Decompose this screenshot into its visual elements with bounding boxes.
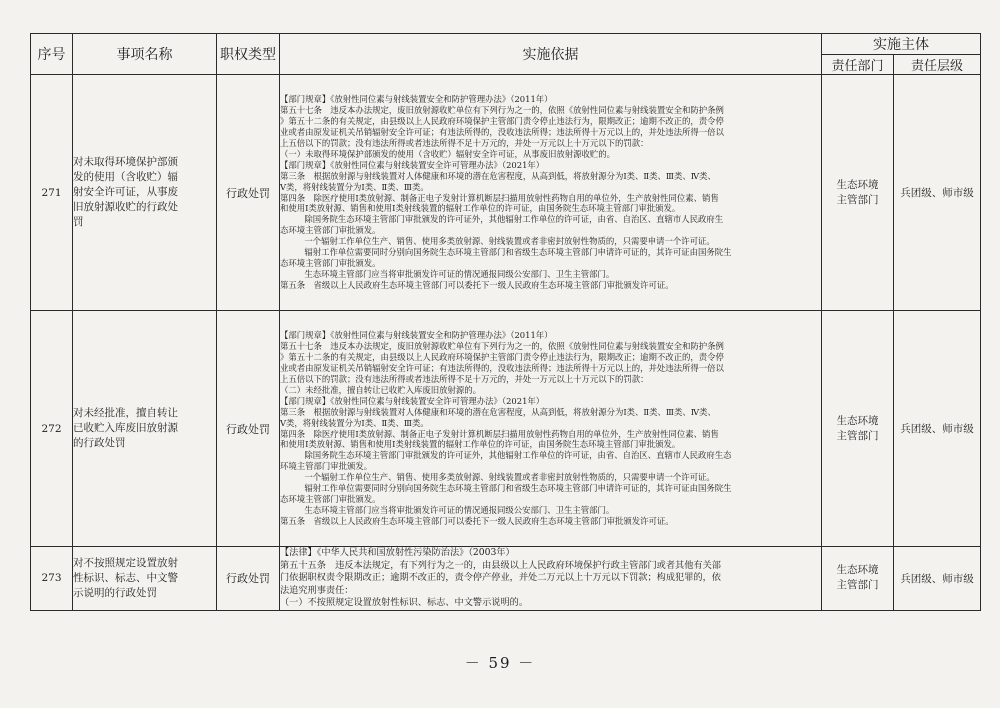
basis-line: 第三条 根据放射源与射线装置对人体健康和环境的潜在危害程度，从高到低，将放射源分为Ⅰ类、Ⅱ类、Ⅲ类、Ⅳ类、	[280, 406, 716, 417]
item-name-line: 对不按照规定设置放射	[73, 556, 178, 569]
item-name-line: 发的使用（含收贮）辐	[73, 171, 178, 183]
basis-line: 和使用Ⅰ类放射源、销售和使用Ⅰ类射线装置的辐射工作单位的许可证，由国务院生态环境主管部门审批颁发。	[280, 203, 681, 214]
basis-line: 辐射工作单位需要同时分别向国务院生态环境主管部门和省级生态环境主管部门申请许可证的，其许可证由国务院生	[296, 247, 732, 258]
item-name-line: 旧放射源收贮的行政处	[73, 201, 178, 213]
basis-line: 第四条 除医疗使用Ⅰ类放射源、制备正电子发射计算机断层扫描用放射性药物自用的单位外，生产放射性同位素、销售	[280, 428, 719, 439]
responsible-level: 兵团级、师市级	[894, 311, 981, 547]
item-name	[73, 75, 217, 311]
header-basis: 实施依据	[280, 34, 822, 75]
row-number: 272	[31, 311, 73, 547]
basis-line: 业或者由原发证机关吊销辐射安全许可证；有违法所得的，没收违法所得；违法所得十万元以上的，并处违法所得一倍以	[280, 127, 724, 138]
dept-line: 生态环境	[836, 414, 879, 427]
basis-line: 环境主管部门审批颁发。	[280, 461, 373, 472]
responsible-dept	[822, 75, 894, 311]
basis-line: 【部门规章】《放射性同位素与射线装置安全和防护管理办法》（2011年）	[280, 94, 553, 105]
item-name-line: 对未取得环境保护部颁	[73, 156, 178, 168]
basis-line: 业或者由原发证机关吊销辐射安全许可证；有违法所得的，没收违法所得；违法所得十万元以上的，并处违法所得一倍以	[280, 363, 724, 374]
item-name-line: 性标识、标志、中文警	[73, 571, 178, 584]
responsible-level: 兵团级、师市级	[894, 547, 981, 611]
item-name	[73, 547, 217, 611]
basis-line: 》第五十二条的有关规定，由县级以上人民政府环境保护主管部门责令停止违法行为，限期改正；逾期不改正的，责令停	[280, 352, 724, 363]
document-sheet	[30, 33, 980, 608]
header-seq: 序号	[31, 34, 73, 75]
basis-line: 生态环境主管部门应当将审批颁发许可证的情况通报同级公安部门、卫生主管部门。	[296, 504, 615, 515]
basis-line: 除国务院生态环境主管部门审批颁发的许可证外，其他辐射工作单位的许可证，由省、自治区、直辖市人民政府生	[296, 214, 724, 225]
item-name-line: 罚	[73, 216, 84, 228]
page-number: － 59 －	[464, 654, 536, 672]
basis-line: 第五十七条 违反本办法规定，废旧放射源收贮单位有下列行为之一的，依照《放射性同位素与射线装置安全和防护条例	[280, 105, 724, 116]
basis-line: 【部门规章】《放射性同位素与射线装置安全和防护管理办法》（2011年）	[280, 330, 553, 341]
power-list-table	[30, 33, 981, 611]
responsible-dept	[822, 547, 894, 611]
header-level: 责任层级	[894, 55, 981, 75]
basis-line: 态环境主管部门审批颁发。	[280, 225, 381, 236]
power-type: 行政处罚	[217, 547, 280, 611]
power-type: 行政处罚	[217, 75, 280, 311]
basis-line: 》第五十二条的有关规定，由县级以上人民政府环境保护主管部门责令停止违法行为，限期改正；逾期不改正的，责令停	[280, 116, 724, 127]
dept-line: 主管部门	[836, 193, 879, 206]
item-name	[73, 311, 217, 547]
row-number: 273	[31, 547, 73, 611]
basis-line: 生态环境主管部门应当将审批颁发许可证的情况通报同级公安部门、卫生主管部门。	[296, 268, 615, 279]
basis-line: 辐射工作单位需要同时分别向国务院生态环境主管部门和省级生态环境主管部门申请许可证的，其许可证由国务院生	[296, 483, 732, 494]
basis-line: （一）不按照规定设置放射性标识、标志、中文警示说明的。	[280, 597, 529, 608]
basis-line: 【法律】《中华人民共和国放射性污染防治法》（2003年）	[280, 547, 515, 558]
responsible-dept	[822, 311, 894, 547]
basis-line: 第五条 省级以上人民政府生态环境主管部门可以委托下一级人民政府生态环境主管部门审批颁发许可证。	[280, 515, 674, 526]
basis-line: （一）未取得环境保护部颁发的使用（含收贮）辐射安全许可证，从事废旧放射源收贮的。	[280, 148, 615, 159]
basis-line: 第五十七条 违反本办法规定，废旧放射源收贮单位有下列行为之一的，依照《放射性同位素与射线装置安全和防护条例	[280, 341, 724, 352]
basis-line: 一个辐射工作单位生产、销售、使用多类放射源、射线装置或者非密封放射性物质的，只需要申请一个许可证。	[296, 472, 715, 483]
basis-line: 上五倍以下的罚款；没有违法所得或者违法所得不足十万元的，并处一万元以上十万元以下的罚款：	[280, 373, 649, 384]
item-name-line: 对未经批准，擅自转让	[73, 407, 178, 419]
basis-line: 态环境主管部门审批颁发。	[280, 257, 381, 268]
table-header-row	[31, 34, 981, 55]
item-name-line: 的行政处罚	[73, 437, 126, 449]
dept-line: 主管部门	[836, 579, 879, 592]
basis-line: 第三条 根据放射源与射线装置对人体健康和环境的潜在危害程度，从高到低，将放射源分为Ⅰ类、Ⅱ类、Ⅲ类、Ⅳ类、	[280, 170, 716, 181]
header-power-type: 职权类型	[217, 34, 280, 75]
basis-line: 第四条 除医疗使用Ⅰ类放射源、制备正电子发射计算机断层扫描用放射性药物自用的单位外，生产放射性同位素、销售	[280, 192, 719, 203]
basis-line: 和使用Ⅰ类放射源、销售和使用Ⅰ类射线装置的辐射工作单位的许可证，由国务院生态环境主管部门审批颁发。	[280, 439, 681, 450]
basis-line: 门依据职权责令限期改正；逾期不改正的，责令停产停业，并处二万元以上十万元以下罚款；构成犯罪的，依	[280, 572, 721, 583]
item-name-line: 示说明的行政处罚	[73, 586, 157, 599]
basis-line: Ⅴ类，将射线装置分为Ⅰ类、Ⅱ类、Ⅲ类。	[280, 417, 429, 428]
implementation-basis	[280, 75, 822, 311]
power-type: 行政处罚	[217, 311, 280, 547]
row-number: 271	[31, 75, 73, 311]
dept-line: 生态环境	[836, 178, 879, 191]
basis-line: 第五条 省级以上人民政府生态环境主管部门可以委托下一级人民政府生态环境主管部门审批颁发许可证。	[280, 279, 674, 290]
basis-line: 【部门规章】《放射性同位素与射线装置安全许可管理办法》（2021年）	[280, 159, 545, 170]
header-item-name: 事项名称	[73, 34, 217, 75]
dept-line: 生态环境	[836, 564, 879, 577]
responsible-level: 兵团级、师市级	[894, 75, 981, 311]
implementation-basis	[280, 311, 822, 547]
basis-line: 态环境主管部门审批颁发。	[280, 493, 381, 504]
basis-line: 【部门规章】《放射性同位素与射线装置安全许可管理办法》（2021年）	[280, 395, 545, 406]
basis-line: 法追究刑事责任：	[280, 584, 354, 596]
dept-line: 主管部门	[836, 429, 879, 442]
basis-line: 一个辐射工作单位生产、销售、使用多类放射源、射线装置或者非密封放射性物质的，只需要申请一个许可证。	[296, 236, 715, 247]
basis-line: Ⅴ类，将射线装置分为Ⅰ类、Ⅱ类、Ⅲ类。	[280, 181, 429, 192]
table-row	[31, 75, 981, 311]
basis-line: 第五十五条 违反本法规定，有下列行为之一的，由县级以上人民政府环境保护行政主管部门或者其他有关部	[280, 559, 721, 571]
item-name-line: 已收贮入库废旧放射源	[73, 422, 178, 434]
header-dept: 责任部门	[822, 55, 894, 75]
table-row	[31, 311, 981, 547]
item-name-line: 射安全许可证，从事废	[73, 186, 178, 198]
implementation-basis	[280, 547, 822, 611]
table-row	[31, 547, 981, 611]
basis-line: （二）未经批准，擅自转让已收贮入库废旧放射源的。	[280, 384, 481, 395]
header-subject: 实施主体	[822, 34, 981, 55]
basis-line: 除国务院生态环境主管部门审批颁发的许可证外，其他辐射工作单位的许可证，由省、自治区、直辖市人民政府生态	[296, 450, 732, 461]
basis-line: 上五倍以下的罚款；没有违法所得或者违法所得不足十万元的，并处一万元以上十万元以下的罚款：	[280, 137, 649, 148]
